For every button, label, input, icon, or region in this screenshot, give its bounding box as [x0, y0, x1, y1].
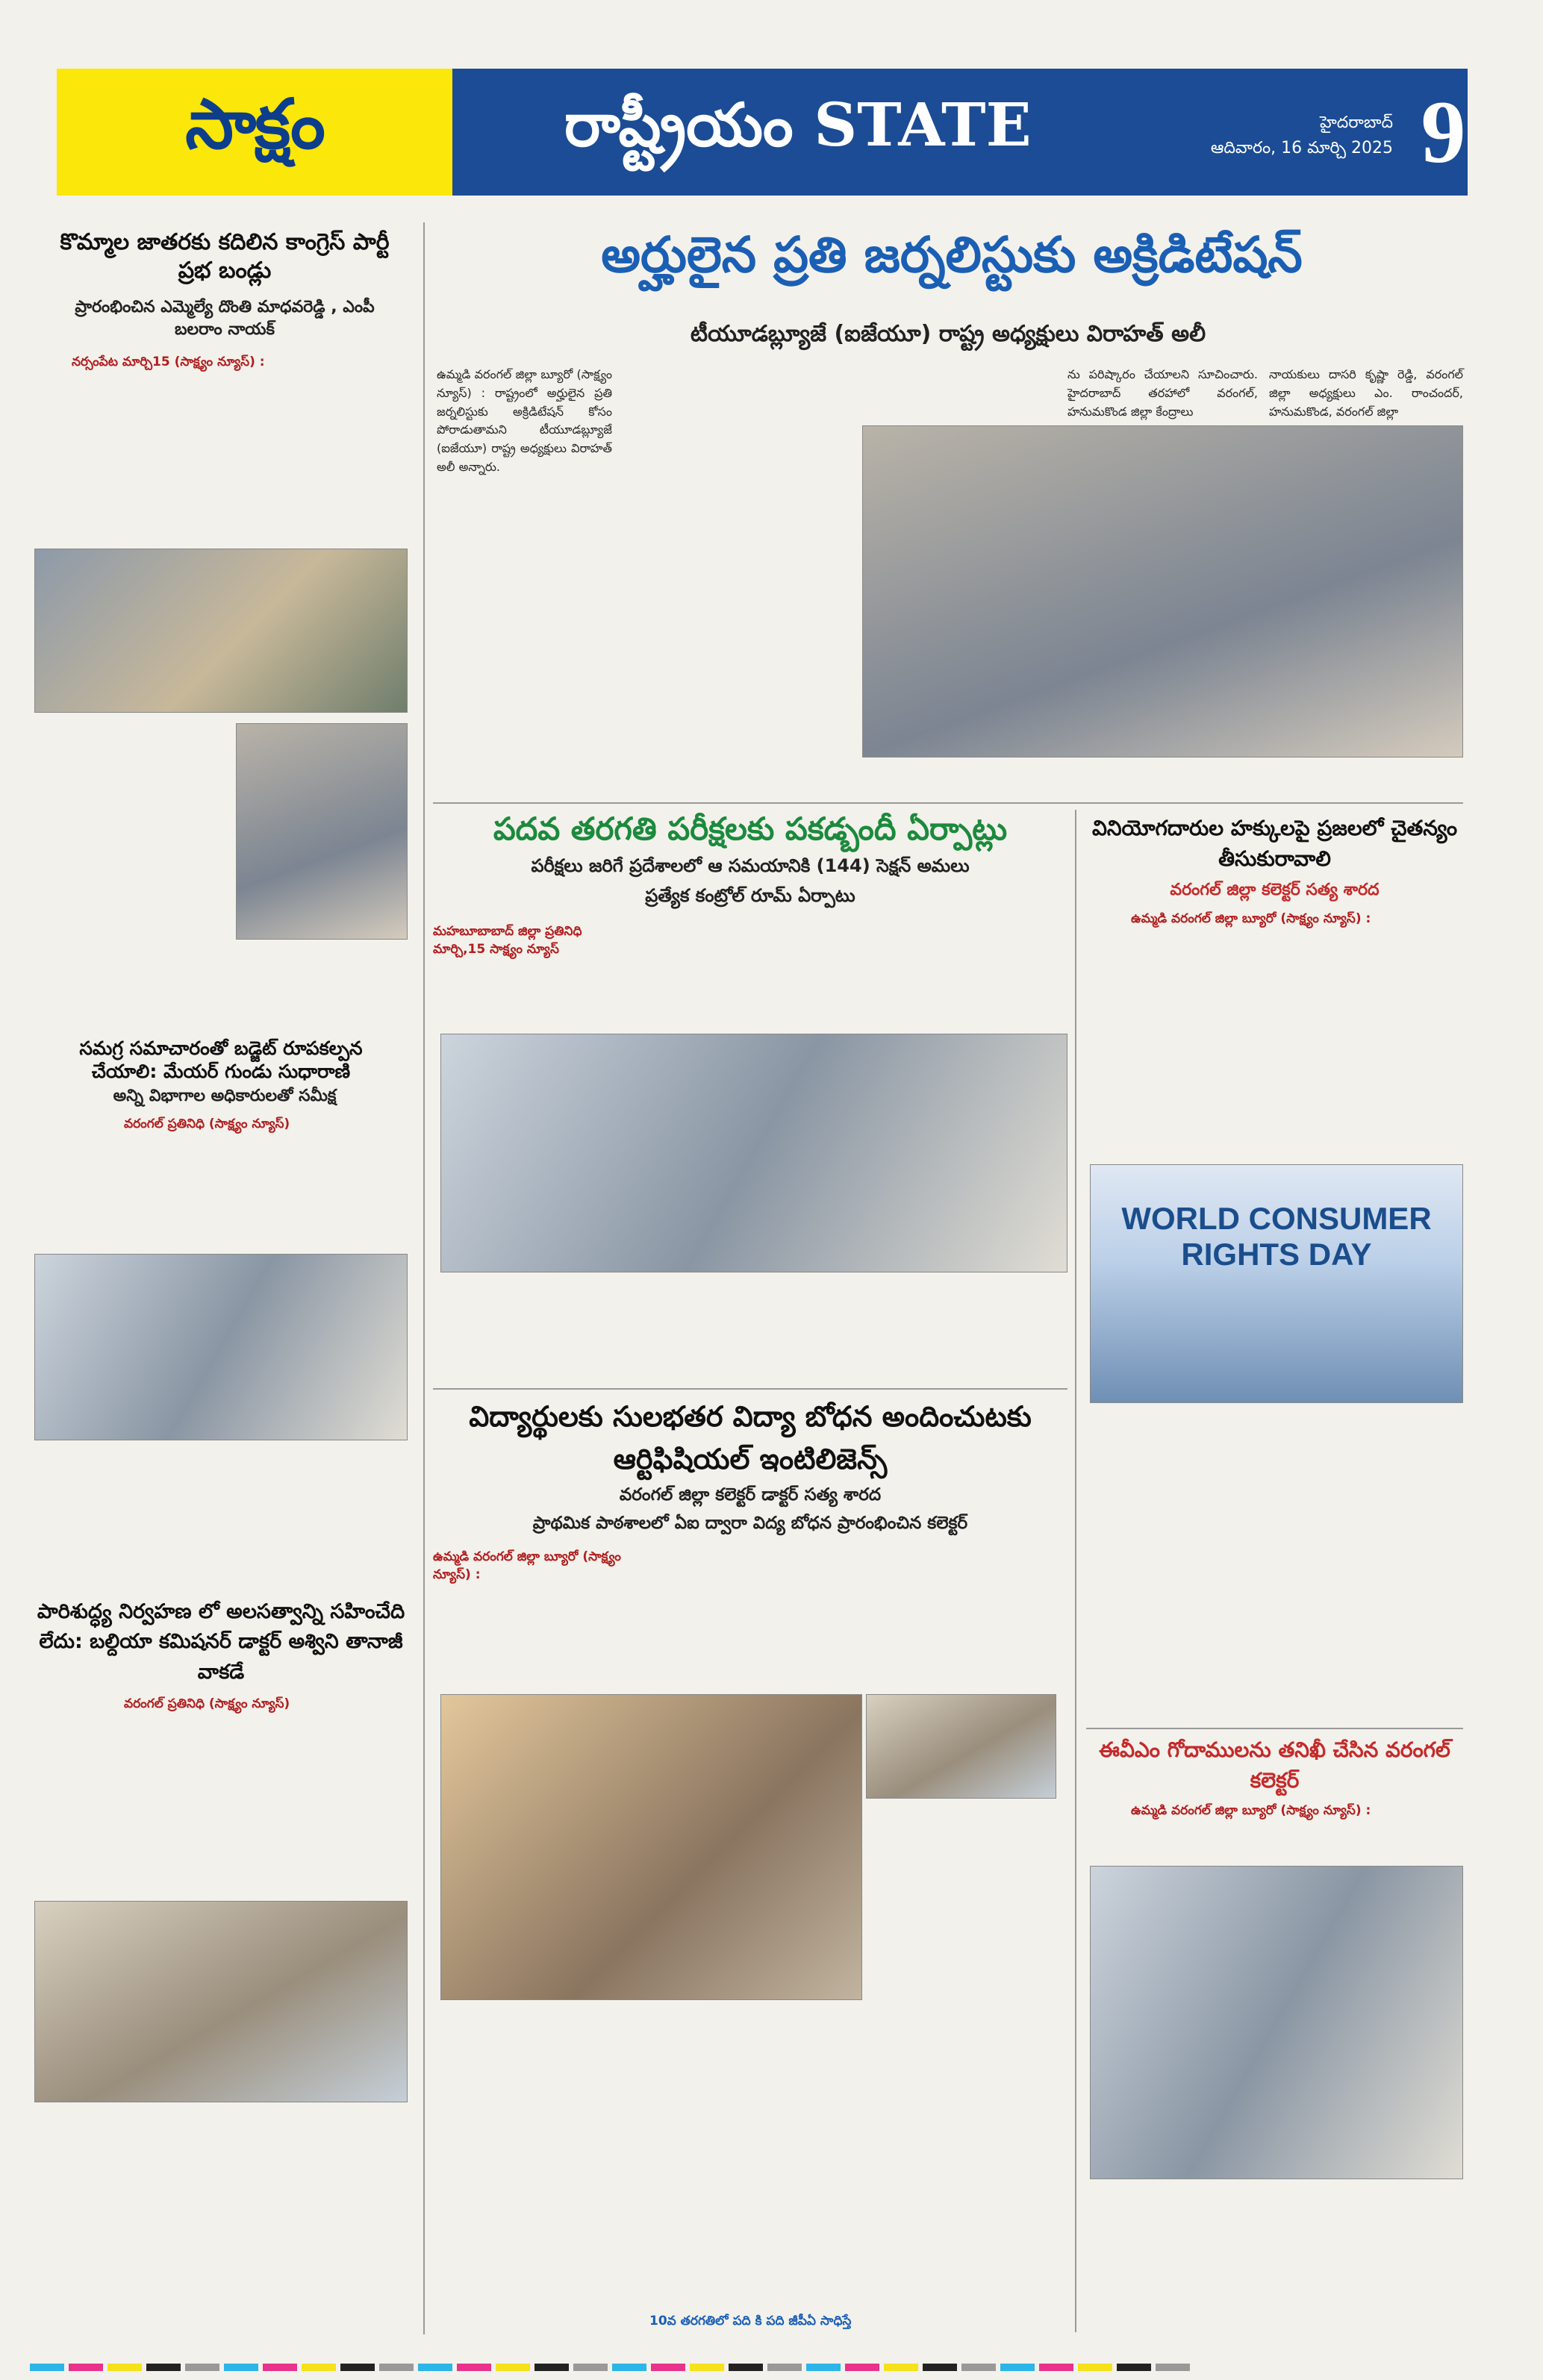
story-headline: ఈవీఎం గోదాములను తనిఖీ చేసిన వరంగల్ కలెక్టర్ — [1099, 1737, 1450, 1793]
page-number: 9 — [1419, 69, 1468, 196]
column-divider — [423, 222, 425, 2334]
story-deck: ప్రారంభించిన ఎమ్మెల్యే దొంతి మాధవరెడ్డి , ఎంపీ బలరాం నాయక్ — [75, 298, 375, 339]
exam-story — [433, 810, 1067, 1198]
exam-review-photo — [440, 1034, 1067, 1272]
students-photo — [866, 1694, 1056, 1799]
story-headline: వినియోగదారుల హక్కులపై ప్రజలలో చైతన్యం తీసుకురావాలి — [1091, 816, 1458, 871]
story-byline: ఉమ్మడి వరంగల్ జిల్లా బ్యూరో (సాక్ష్యం న్యూస్) : — [1131, 911, 1371, 926]
story-byline: వరంగల్ ప్రతినిధి (సాక్ష్యం న్యూస్) — [124, 1696, 290, 1711]
story-subdeck: ప్రత్యేక కంట్రోల్ రూమ్ ఏర్పాటు — [645, 884, 855, 906]
story-byline: ఉమ్మడి వరంగల్ జిల్లా బ్యూరో (సాక్ష్యం న్యూస్) : — [1131, 1803, 1371, 1819]
story-headline: కొమ్మాల జాతరకు కదిలిన కాంగ్రెస్ పార్టీ ప్రభ బండ్లు — [60, 229, 390, 284]
story-byline: వరంగల్ ప్రతినిధి (సాక్ష్యం న్యూస్) — [124, 1116, 290, 1131]
lead-headline: అర్హులైన ప్రతి జర్నలిస్టుకు అక్రిడిటేషన్ — [601, 225, 1303, 284]
column-divider — [1075, 810, 1076, 2332]
story-deck: వరంగల్ జిల్లా కలెక్టర్ సత్య శారద — [1170, 881, 1380, 900]
lead-col-6: నాయకులు దాసరి కృష్ణా రెడ్డి, వరంగల్ జిల్లా అధ్యక్షులు ఎం. రాంచందర్, హనుమకొండ, వరంగల్ జిల్లా — [1269, 367, 1463, 419]
ai-classroom-photo — [440, 1694, 862, 2000]
story-byline: నర్సంపేట మార్చి15 (సాక్ష్యం న్యూస్) : — [72, 354, 265, 369]
section-divider — [1086, 1728, 1463, 1729]
devotees-photo — [236, 723, 408, 940]
banner-text: WORLD CONSUMER RIGHTS DAY — [1121, 1201, 1432, 1272]
left-column — [34, 222, 415, 2342]
story-byline: ఉమ్మడి వరంగల్ జిల్లా బ్యూరో (సాక్ష్యం న్యూస్) : — [433, 1549, 621, 1582]
consumer-story — [1086, 813, 1463, 1411]
newspaper-logo — [57, 69, 452, 196]
dateline-city: హైదరాబాద్ — [1320, 113, 1393, 132]
masthead — [57, 69, 1468, 196]
story-deck: చేయాలి: మేయర్ గుండు సుధారాణి — [91, 1061, 351, 1083]
dateline — [1139, 110, 1393, 161]
story-headline: పారిశుద్ధ్య నిర్వహణ లో అలసత్వాన్ని సహించేది లేదు: బల్దియా కమిషనర్ డాక్టర్ అశ్విని తానాజీ వాకడే — [37, 1599, 405, 1684]
sanitation-inspection-photo — [34, 1901, 408, 2102]
story-deck: పరీక్షలు జరిగే ప్రదేశాలలో ఆ సమయానికి (144) సెక్షన్ అమలు — [531, 855, 970, 876]
print-color-bar — [30, 2360, 1513, 2367]
procession-photo — [34, 549, 408, 713]
journalists-meeting-photo — [862, 425, 1463, 758]
story-subdeck: ప్రాథమిక పాఠశాలలో ఏఐ ద్వారా విద్య బోధన ప్రారంభించిన కలెక్టర్ — [532, 1514, 968, 1533]
story-headline: పదవ తరగతి పరీక్షలకు పకడ్బందీ ఏర్పాట్లు — [493, 810, 1008, 847]
lead-col-1: ఉమ్మడి వరంగల్ జిల్లా బ్యూరో (సాక్ష్యం న్యూస్) : రాష్ట్రంలో అర్హులైన ప్రతి జర్నలిస్టుకు అక్రిడిటేషన్ కోసం పోరాడుతామని టీయూడబ్ల్యూజే (ఐజేయూ) రాష్ట్ర అధ్యక్షులు విరాహత్ అలీ అన్నారు. — [437, 367, 612, 474]
story-headline: సమగ్ర సమాచారంతో బడ్జెట్ రూపకల్పన — [79, 1037, 363, 1059]
logo-text: సాక్షం — [185, 83, 324, 164]
section-band — [452, 69, 1419, 196]
lead-col-5: ను పరిష్కారం చేయాలని సూచించారు. హైదరాబాద్ తరహాలో వరంగల్, హనుమకొండ జిల్లా కేంద్రాలు — [1067, 367, 1258, 419]
dateline-date: ఆదివారం, 16 మార్చి 2025 — [1210, 139, 1393, 157]
story-subdeck: అన్ని విభాగాల అధికారులతో సమీక్ష — [113, 1086, 337, 1105]
section-divider — [433, 1388, 1067, 1390]
evm-story — [1086, 1735, 1463, 2332]
consumer-rights-day-photo — [1090, 1164, 1463, 1403]
lead-deck: టీయూడబ్ల్యూజే (ఐజేయూ) రాష్ట్ర అధ్యక్షులు విరాహత్ అలీ — [690, 321, 1206, 347]
story-byline: మహబూబాబాద్ జిల్లా ప్రతినిధి మార్చి,15 సాక్ష్యం న్యూస్ — [433, 923, 582, 957]
story-headline: విద్యార్థులకు సులభతర విద్యా బోధన అందించుటకు ఆర్టిఫిషియల్ ఇంటిలిజెన్స్ — [469, 1400, 1032, 1475]
section-divider — [433, 802, 1463, 804]
ai-story — [433, 1396, 1067, 2336]
evm-warehouse-photo — [1090, 1866, 1463, 2179]
section-title: రాష్ట్రీయం STATE — [564, 90, 1032, 160]
photo-caption: 10వ తరగతిలో పది కి పది జీపీఏ సాధిస్తే — [649, 2314, 852, 2329]
meeting-photo — [34, 1254, 408, 1440]
story-deck: వరంగల్ జిల్లా కలెక్టర్ డాక్టర్ సత్య శారద — [619, 1485, 882, 1505]
